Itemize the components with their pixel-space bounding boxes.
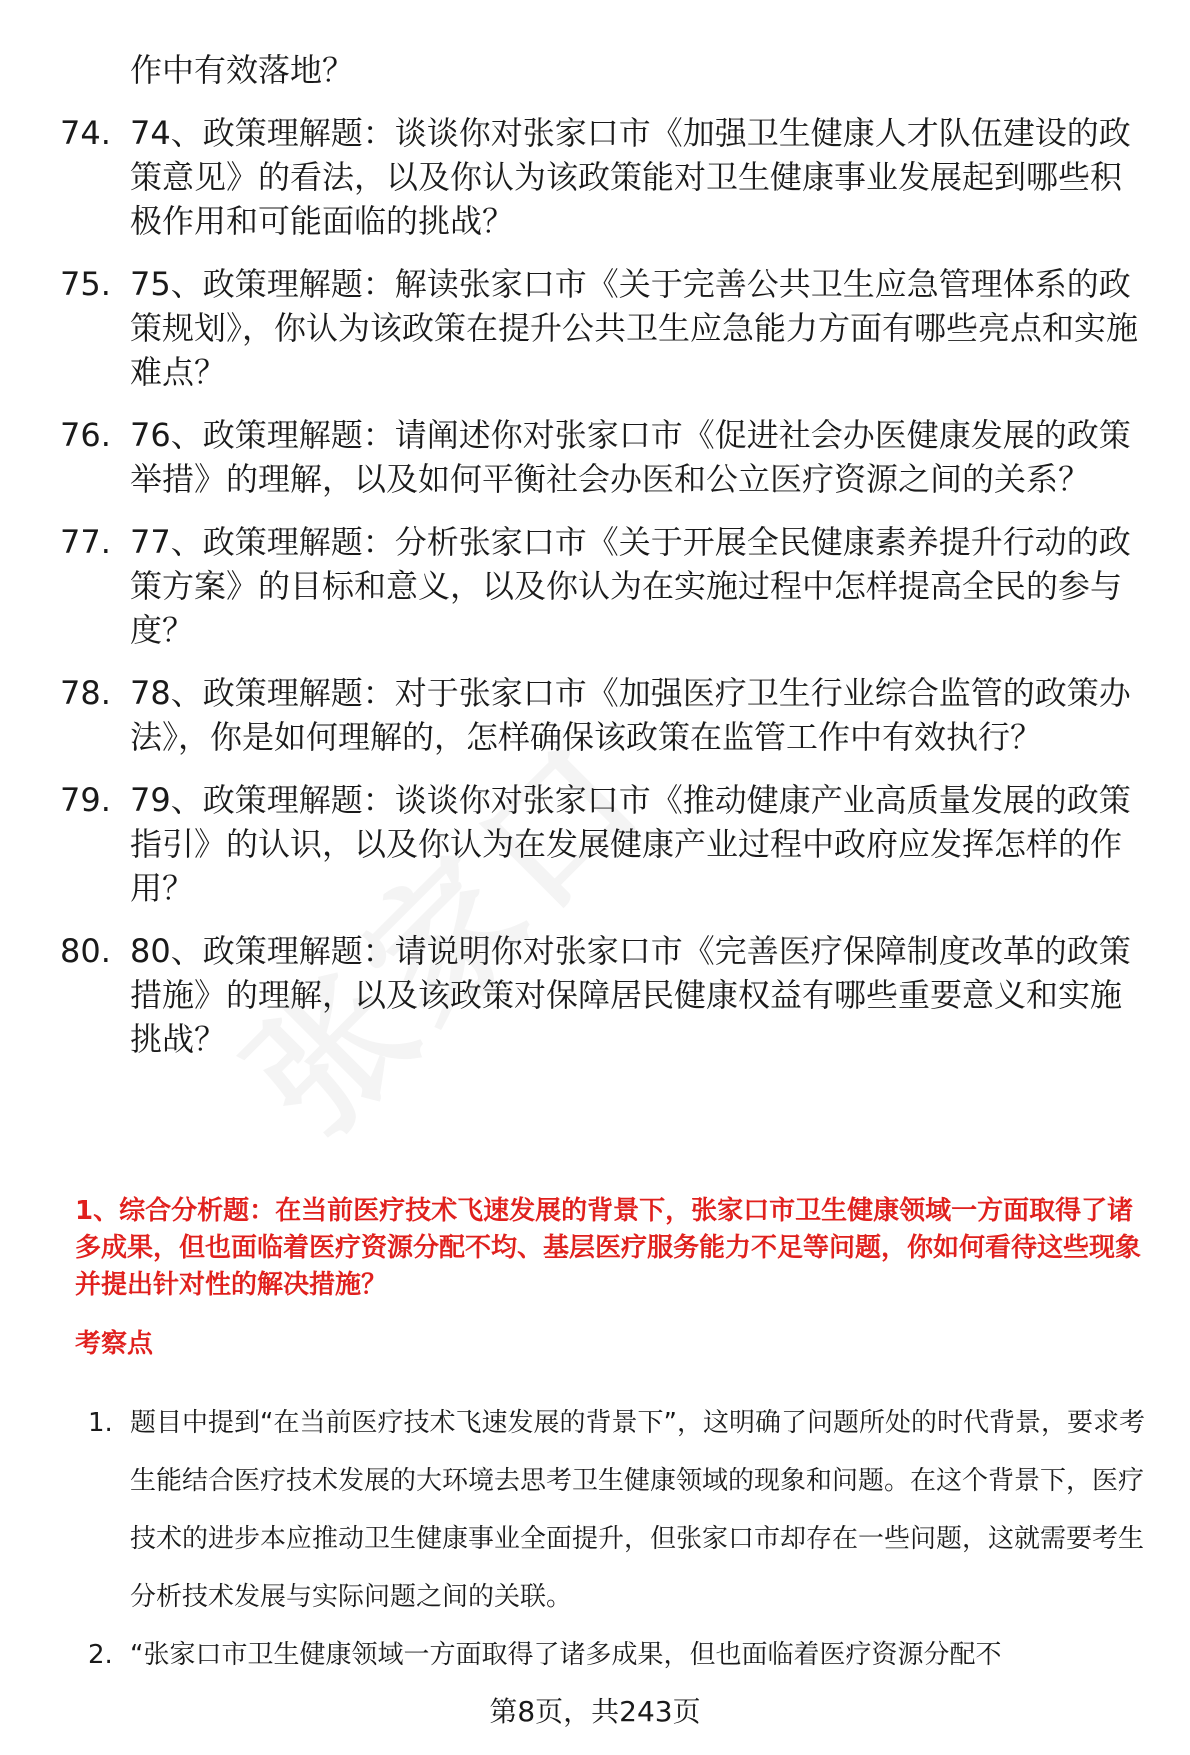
point-list bbox=[75, 1394, 1145, 1684]
question-continuation: 作中有效落地？ bbox=[130, 51, 355, 89]
list-item-text: 74、政策理解题：谈谈你对张家口市《加强卫生健康人才队伍建设的政策意见》的看法，以及你认为该政策能对卫生健康事业发展起到哪些积极作用和可能面临的挑战？ bbox=[130, 114, 1131, 240]
page-footer: 第8页，共243页 bbox=[489, 1695, 701, 1728]
list-item-text: 76、政策理解题：请阐述你对张家口市《促进社会办医健康发展的政策举措》的理解，以及如何平衡社会办医和公立医疗资源之间的关系？ bbox=[130, 416, 1131, 498]
point-text: “张家口市卫生健康领域一方面取得了诸多成果，但也面临着医疗资源分配不 bbox=[130, 1640, 1002, 1670]
point-item bbox=[75, 1626, 1145, 1684]
list-item-number: 74. bbox=[60, 114, 111, 152]
question-list bbox=[0, 48, 1190, 1061]
list-item bbox=[0, 671, 1150, 759]
point-text: 题目中提到“在当前医疗技术飞速发展的背景下”，这明确了问题所处的时代背景，要求考生能结合医疗技术发展的大环境去思考卫生健康领域的现象和问题。在这个背景下，医疗技术的进步本应推动卫生健康事业全面提升，但张家口市却存在一些问题，这就需要考生分析技术发展与实际问题之间的关联。 bbox=[130, 1408, 1145, 1612]
list-item-number: 78. bbox=[60, 674, 111, 712]
section-heading: 考察点 bbox=[75, 1329, 154, 1359]
list-item bbox=[0, 413, 1150, 501]
list-item bbox=[0, 520, 1150, 652]
point-number: 2. bbox=[88, 1640, 113, 1670]
list-item-number: 76. bbox=[60, 416, 111, 454]
list-item-text: 77、政策理解题：分析张家口市《关于开展全民健康素养提升行动的政策方案》的目标和意义，以及你认为在实施过程中怎样提高全民的参与度？ bbox=[130, 523, 1131, 649]
list-item-number: 79. bbox=[60, 781, 111, 819]
point-item bbox=[75, 1394, 1145, 1626]
list-item bbox=[0, 929, 1150, 1061]
list-item-number: 77. bbox=[60, 523, 111, 561]
list-item-number: 75. bbox=[60, 265, 111, 303]
list-item bbox=[0, 111, 1150, 243]
list-item-text: 79、政策理解题：谈谈你对张家口市《推动健康产业高质量发展的政策指引》的认识，以及你认为在发展健康产业过程中政府应发挥怎样的作用？ bbox=[130, 781, 1131, 907]
list-item bbox=[0, 778, 1150, 910]
analysis-section bbox=[75, 1193, 1145, 1684]
list-item-text: 80、政策理解题：请说明你对张家口市《完善医疗保障制度改革的政策措施》的理解，以及该政策对保障居民健康权益有哪些重要意义和实施挑战？ bbox=[130, 932, 1131, 1058]
point-number: 1. bbox=[88, 1408, 113, 1438]
list-item-number: 80. bbox=[60, 932, 111, 970]
list-item-text: 78、政策理解题：对于张家口市《加强医疗卫生行业综合监管的政策办法》，你是如何理解的，怎样确保该政策在监管工作中有效执行？ bbox=[130, 674, 1131, 756]
list-item-text: 75、政策理解题：解读张家口市《关于完善公共卫生应急管理体系的政策规划》，你认为该政策在提升公共卫生应急能力方面有哪些亮点和实施难点？ bbox=[130, 265, 1139, 391]
list-item bbox=[0, 262, 1150, 394]
analysis-question: 1、综合分析题：在当前医疗技术飞速发展的背景下，张家口市卫生健康领域一方面取得了诸多成果，但也面临着医疗资源分配不均、基层医疗服务能力不足等问题，你如何看待这些现象并提出针对性的解决措施？ bbox=[75, 1196, 1142, 1300]
